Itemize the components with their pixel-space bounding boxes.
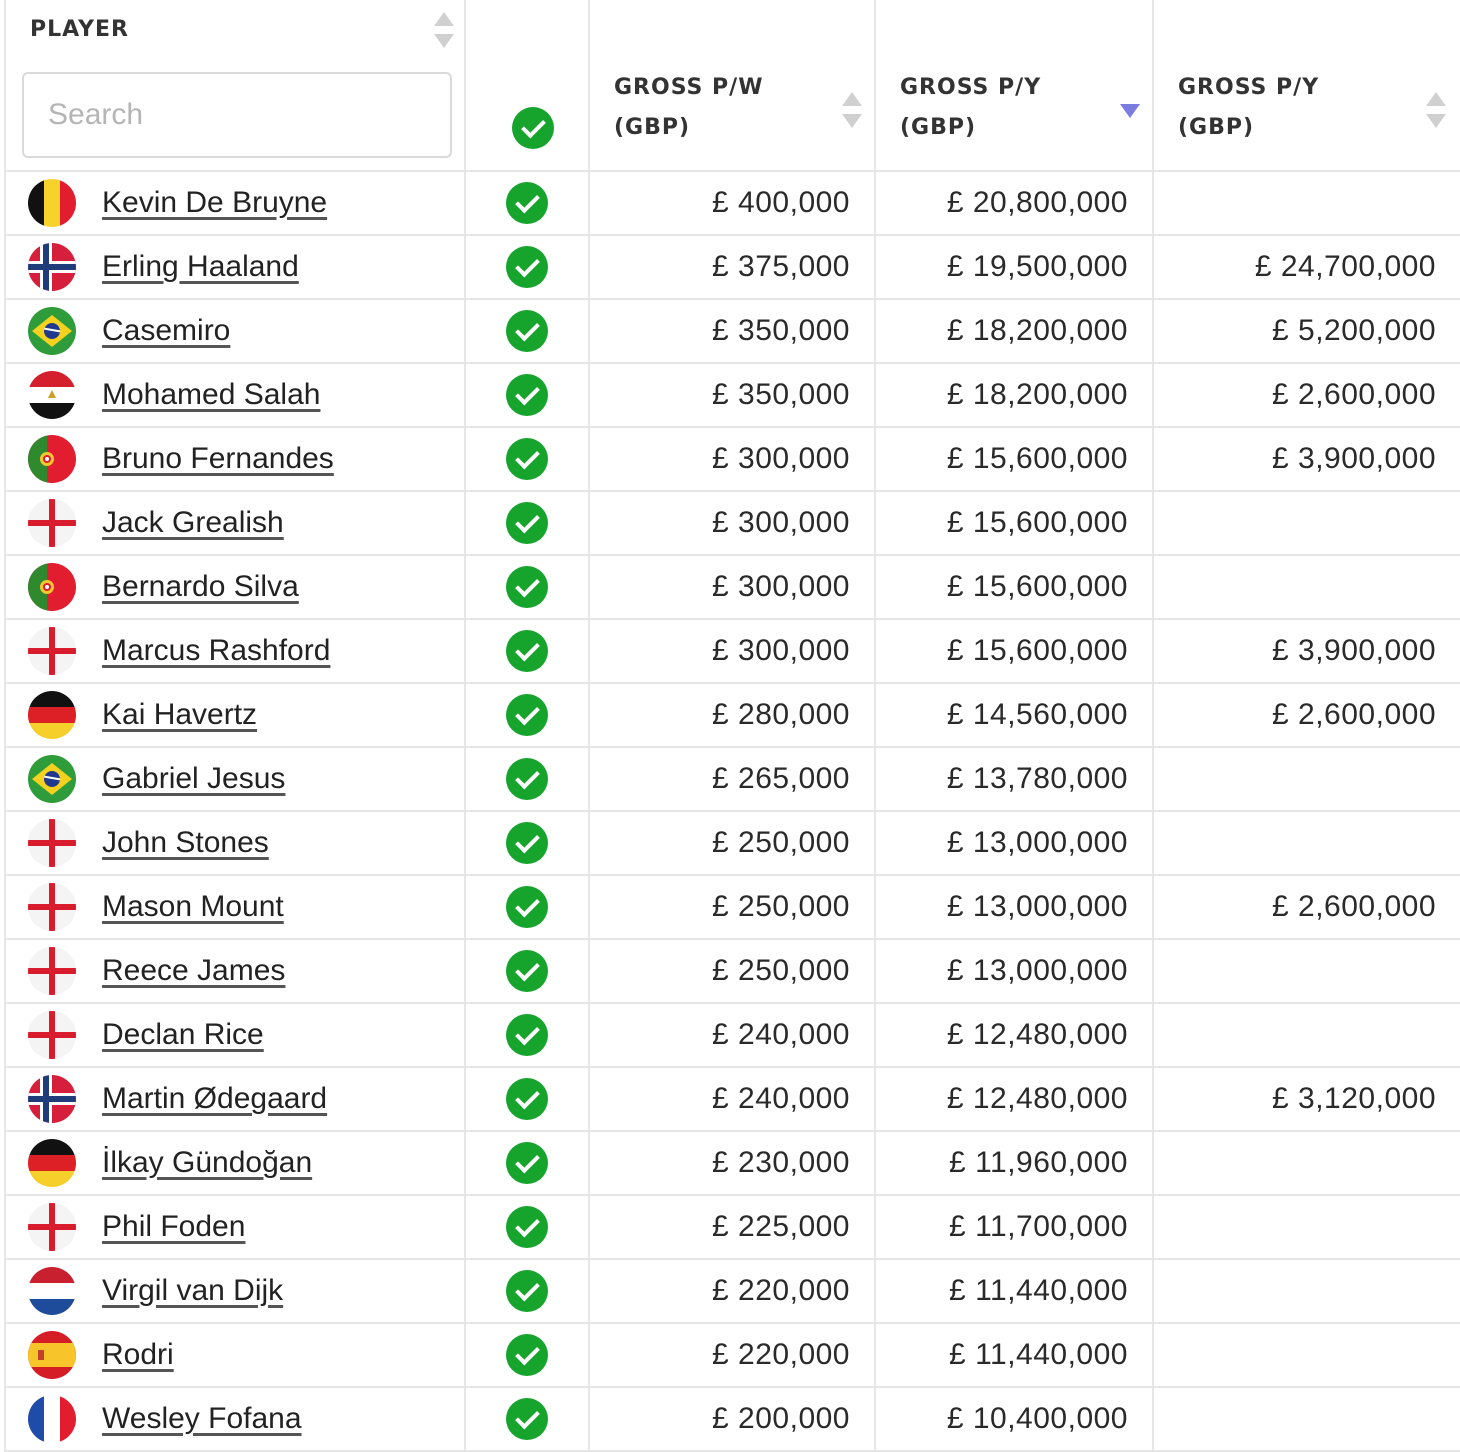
gross-py-cell — [876, 684, 1154, 746]
gross-py-adjusted-cell — [1154, 172, 1460, 234]
gross-py-adjusted-cell — [1154, 300, 1460, 362]
gross-py-value: £ 11,700,000 — [949, 1210, 1128, 1243]
check-icon — [506, 374, 548, 416]
gross-py-adjusted-header-label: GROSS P/Y (GBP) — [1178, 75, 1320, 140]
gross-py-value: £ 11,440,000 — [949, 1274, 1128, 1307]
check-icon — [506, 758, 548, 800]
sort-icon[interactable] — [434, 12, 454, 48]
check-icon — [506, 694, 548, 736]
gross-py-adjusted-cell — [1154, 876, 1460, 938]
england-flag-icon — [28, 1203, 76, 1251]
gross-py-adjusted-cell — [1154, 1196, 1460, 1258]
gross-pw-cell — [590, 1260, 876, 1322]
gross-py-column-header[interactable] — [876, 0, 1154, 170]
player-cell — [4, 1196, 466, 1258]
table-row — [4, 1324, 1460, 1388]
gross-py-cell — [876, 556, 1154, 618]
table-row — [4, 684, 1460, 748]
gross-pw-cell — [590, 364, 876, 426]
gross-pw-cell — [590, 684, 876, 746]
gross-py-adjusted-cell — [1154, 1132, 1460, 1194]
sort-icon[interactable] — [1426, 92, 1446, 128]
gross-py-adjusted-cell — [1154, 236, 1460, 298]
table-row — [4, 1132, 1460, 1196]
gross-py-adjusted-value: £ 2,600,000 — [1272, 890, 1436, 923]
gross-py-adjusted-cell — [1154, 1260, 1460, 1322]
player-cell — [4, 1260, 466, 1322]
table-row — [4, 364, 1460, 428]
player-cell — [4, 492, 466, 554]
player-cell — [4, 364, 466, 426]
gross-py-adjusted-value: £ 2,600,000 — [1272, 378, 1436, 411]
england-flag-icon — [28, 499, 76, 547]
gross-pw-cell — [590, 1324, 876, 1386]
gross-pw-value: £ 250,000 — [712, 890, 850, 923]
player-name-link[interactable]: Bernardo Silva — [102, 570, 299, 603]
gross-pw-value: £ 220,000 — [712, 1338, 850, 1371]
player-cell — [4, 1068, 466, 1130]
gross-py-adjusted-cell — [1154, 812, 1460, 874]
table-row — [4, 876, 1460, 940]
gross-py-value: £ 12,480,000 — [946, 1018, 1128, 1051]
gross-pw-value: £ 240,000 — [712, 1018, 850, 1051]
search-input[interactable] — [22, 72, 452, 158]
table-row — [4, 1004, 1460, 1068]
gross-py-value: £ 11,440,000 — [949, 1338, 1128, 1371]
england-flag-icon — [28, 627, 76, 675]
player-name-link[interactable]: Marcus Rashford — [102, 634, 331, 667]
verified-cell — [466, 748, 590, 810]
gross-py-adjusted-cell — [1154, 556, 1460, 618]
gross-pw-value: £ 230,000 — [712, 1146, 850, 1179]
player-cell — [4, 748, 466, 810]
check-icon — [506, 1014, 548, 1056]
gross-pw-value: £ 250,000 — [712, 954, 850, 987]
check-icon — [512, 107, 554, 149]
gross-pw-value: £ 375,000 — [712, 250, 850, 283]
check-icon — [506, 822, 548, 864]
player-cell — [4, 428, 466, 490]
gross-py-cell — [876, 492, 1154, 554]
table-row — [4, 1260, 1460, 1324]
table-row — [4, 1388, 1460, 1452]
portugal-flag-icon — [28, 435, 76, 483]
verified-cell — [466, 1004, 590, 1066]
player-name-link[interactable]: Reece James — [102, 954, 286, 987]
gross-py-value: £ 15,600,000 — [946, 442, 1128, 475]
player-cell — [4, 172, 466, 234]
player-cell — [4, 556, 466, 618]
gross-pw-value: £ 280,000 — [712, 698, 850, 731]
table-row — [4, 172, 1460, 236]
player-cell — [4, 300, 466, 362]
table-row — [4, 236, 1460, 300]
verified-cell — [466, 876, 590, 938]
salary-table — [4, 0, 1460, 1452]
verified-cell — [466, 1260, 590, 1322]
gross-pw-cell — [590, 428, 876, 490]
gross-pw-cell — [590, 940, 876, 1002]
player-name-link[interactable]: Jack Grealish — [102, 506, 284, 539]
gross-py-value: £ 14,560,000 — [946, 698, 1128, 731]
check-icon — [506, 1142, 548, 1184]
player-cell — [4, 940, 466, 1002]
gross-py-adjusted-column-header[interactable] — [1154, 0, 1460, 170]
table-row — [4, 748, 1460, 812]
gross-py-cell — [876, 300, 1154, 362]
gross-pw-cell — [590, 1196, 876, 1258]
verified-cell — [466, 428, 590, 490]
verified-cell — [466, 1132, 590, 1194]
player-name-link[interactable]: Kai Havertz — [102, 698, 258, 731]
gross-py-cell — [876, 1260, 1154, 1322]
verified-cell — [466, 1388, 590, 1450]
player-name-link[interactable]: Mason Mount — [102, 890, 284, 923]
gross-pw-value: £ 350,000 — [712, 314, 850, 347]
verified-column-header — [466, 0, 590, 170]
gross-py-adjusted-cell — [1154, 684, 1460, 746]
player-name-link[interactable]: Declan Rice — [102, 1018, 264, 1051]
check-icon — [506, 1078, 548, 1120]
netherlands-flag-icon — [28, 1267, 76, 1315]
gross-pw-cell — [590, 1388, 876, 1450]
table-row — [4, 428, 1460, 492]
verified-cell — [466, 684, 590, 746]
player-column-header — [4, 0, 466, 170]
verified-cell — [466, 300, 590, 362]
england-flag-icon — [28, 947, 76, 995]
verified-cell — [466, 812, 590, 874]
france-flag-icon — [28, 1395, 76, 1443]
gross-py-value: £ 15,600,000 — [946, 506, 1128, 539]
gross-py-adjusted-cell — [1154, 940, 1460, 1002]
gross-py-adjusted-value: £ 24,700,000 — [1254, 250, 1436, 283]
table-row — [4, 492, 1460, 556]
check-icon — [506, 950, 548, 992]
table-row — [4, 940, 1460, 1004]
verified-cell — [466, 1196, 590, 1258]
table-row — [4, 620, 1460, 684]
gross-py-adjusted-cell — [1154, 1324, 1460, 1386]
verified-cell — [466, 1324, 590, 1386]
gross-pw-header-label: GROSS P/W (GBP) — [614, 75, 764, 140]
check-icon — [506, 566, 548, 608]
norway-flag-icon — [28, 1075, 76, 1123]
gross-pw-cell — [590, 172, 876, 234]
gross-py-cell — [876, 1196, 1154, 1258]
gross-pw-cell — [590, 812, 876, 874]
verified-cell — [466, 1068, 590, 1130]
gross-py-value: £ 11,960,000 — [949, 1146, 1128, 1179]
gross-py-adjusted-value: £ 2,600,000 — [1272, 698, 1436, 731]
gross-py-adjusted-cell — [1154, 1068, 1460, 1130]
norway-flag-icon — [28, 243, 76, 291]
gross-py-adjusted-value: £ 3,900,000 — [1272, 442, 1436, 475]
gross-pw-value: £ 300,000 — [712, 442, 850, 475]
player-name-link[interactable]: Wesley Fofana — [102, 1402, 302, 1435]
gross-pw-value: £ 300,000 — [712, 506, 850, 539]
spain-flag-icon — [28, 1331, 76, 1379]
gross-py-value: £ 13,000,000 — [946, 954, 1128, 987]
player-header-label: PLAYER — [30, 17, 129, 42]
check-icon — [506, 1398, 548, 1440]
gross-py-cell — [876, 876, 1154, 938]
check-icon — [506, 886, 548, 928]
table-row — [4, 300, 1460, 364]
verified-cell — [466, 492, 590, 554]
gross-pw-value: £ 200,000 — [712, 1402, 850, 1435]
gross-py-cell — [876, 748, 1154, 810]
gross-pw-cell — [590, 620, 876, 682]
check-icon — [506, 182, 548, 224]
gross-py-adjusted-cell — [1154, 1004, 1460, 1066]
gross-py-value: £ 15,600,000 — [946, 570, 1128, 603]
gross-pw-value: £ 220,000 — [712, 1274, 850, 1307]
player-name-link[interactable]: Casemiro — [102, 314, 231, 347]
verified-cell — [466, 940, 590, 1002]
gross-py-value: £ 18,200,000 — [946, 314, 1128, 347]
gross-py-adjusted-cell — [1154, 492, 1460, 554]
player-name-link[interactable]: İlkay Gündoğan — [102, 1146, 313, 1179]
check-icon — [506, 1334, 548, 1376]
check-icon — [506, 310, 548, 352]
player-cell — [4, 1132, 466, 1194]
player-name-link[interactable]: Martin Ødegaard — [102, 1082, 328, 1115]
player-cell — [4, 812, 466, 874]
gross-pw-value: £ 350,000 — [712, 378, 850, 411]
table-row — [4, 812, 1460, 876]
brazil-flag-icon — [28, 307, 76, 355]
player-cell — [4, 620, 466, 682]
gross-py-cell — [876, 1132, 1154, 1194]
verified-cell — [466, 236, 590, 298]
check-icon — [506, 630, 548, 672]
gross-py-value: £ 13,000,000 — [946, 890, 1128, 923]
gross-py-adjusted-value: £ 3,120,000 — [1272, 1082, 1436, 1115]
gross-py-cell — [876, 364, 1154, 426]
gross-py-cell — [876, 1068, 1154, 1130]
gross-pw-value: £ 265,000 — [712, 762, 850, 795]
gross-py-value: £ 20,800,000 — [946, 186, 1128, 219]
gross-py-value: £ 19,500,000 — [946, 250, 1128, 283]
gross-py-cell — [876, 1388, 1154, 1450]
gross-pw-value: £ 300,000 — [712, 570, 850, 603]
player-name-link[interactable]: Mohamed Salah — [102, 378, 321, 411]
gross-pw-cell — [590, 556, 876, 618]
verified-cell — [466, 172, 590, 234]
check-icon — [506, 502, 548, 544]
player-name-link[interactable]: Gabriel Jesus — [102, 762, 286, 795]
player-name-link[interactable]: Phil Foden — [102, 1210, 246, 1243]
gross-py-cell — [876, 812, 1154, 874]
verified-cell — [466, 620, 590, 682]
gross-pw-cell — [590, 236, 876, 298]
gross-pw-value: £ 300,000 — [712, 634, 850, 667]
check-icon — [506, 246, 548, 288]
gross-pw-value: £ 400,000 — [712, 186, 850, 219]
gross-pw-cell — [590, 1132, 876, 1194]
player-name-link[interactable]: John Stones — [102, 826, 269, 859]
player-name-link[interactable]: Rodri — [102, 1338, 174, 1371]
player-name-link[interactable]: Erling Haaland — [102, 250, 299, 283]
player-name-link[interactable]: Bruno Fernandes — [102, 442, 334, 475]
player-name-link[interactable]: Kevin De Bruyne — [102, 186, 328, 219]
table-row — [4, 1196, 1460, 1260]
gross-py-value: £ 13,000,000 — [946, 826, 1128, 859]
gross-py-value: £ 10,400,000 — [946, 1402, 1128, 1435]
player-cell — [4, 1324, 466, 1386]
gross-pw-cell — [590, 748, 876, 810]
belgium-flag-icon — [28, 179, 76, 227]
gross-py-value: £ 15,600,000 — [946, 634, 1128, 667]
gross-py-adjusted-value: £ 3,900,000 — [1272, 634, 1436, 667]
table-header — [4, 0, 1460, 172]
gross-pw-cell — [590, 1004, 876, 1066]
player-cell — [4, 1388, 466, 1450]
gross-py-cell — [876, 940, 1154, 1002]
gross-py-adjusted-cell — [1154, 428, 1460, 490]
player-cell — [4, 1004, 466, 1066]
gross-pw-column-header[interactable] — [590, 0, 876, 170]
check-icon — [506, 1206, 548, 1248]
gross-py-adjusted-cell — [1154, 1388, 1460, 1450]
gross-pw-cell — [590, 876, 876, 938]
player-cell — [4, 236, 466, 298]
gross-py-value: £ 18,200,000 — [946, 378, 1128, 411]
gross-py-adjusted-cell — [1154, 748, 1460, 810]
gross-py-cell — [876, 236, 1154, 298]
egypt-flag-icon — [28, 371, 76, 419]
player-cell — [4, 684, 466, 746]
brazil-flag-icon — [28, 755, 76, 803]
gross-py-value: £ 13,780,000 — [946, 762, 1128, 795]
gross-py-cell — [876, 428, 1154, 490]
england-flag-icon — [28, 883, 76, 931]
gross-py-adjusted-value: £ 5,200,000 — [1272, 314, 1436, 347]
germany-flag-icon — [28, 691, 76, 739]
gross-py-value: £ 12,480,000 — [946, 1082, 1128, 1115]
gross-py-cell — [876, 1004, 1154, 1066]
gross-py-adjusted-cell — [1154, 364, 1460, 426]
table-body — [4, 172, 1460, 1452]
player-name-link[interactable]: Virgil van Dijk — [102, 1274, 284, 1307]
gross-pw-cell — [590, 300, 876, 362]
verified-cell — [466, 556, 590, 618]
gross-py-adjusted-cell — [1154, 620, 1460, 682]
gross-pw-cell — [590, 1068, 876, 1130]
gross-pw-cell — [590, 492, 876, 554]
gross-pw-value: £ 240,000 — [712, 1082, 850, 1115]
check-icon — [506, 1270, 548, 1312]
table-row — [4, 1068, 1460, 1132]
gross-py-cell — [876, 620, 1154, 682]
sort-icon[interactable] — [842, 92, 862, 128]
gross-py-header-label: GROSS P/Y (GBP) — [900, 75, 1042, 140]
portugal-flag-icon — [28, 563, 76, 611]
england-flag-icon — [28, 819, 76, 867]
gross-py-cell — [876, 1324, 1154, 1386]
gross-pw-value: £ 225,000 — [712, 1210, 850, 1243]
gross-py-cell — [876, 172, 1154, 234]
germany-flag-icon — [28, 1139, 76, 1187]
england-flag-icon — [28, 1011, 76, 1059]
verified-cell — [466, 364, 590, 426]
player-cell — [4, 876, 466, 938]
table-row — [4, 556, 1460, 620]
check-icon — [506, 438, 548, 480]
sort-desc-icon[interactable] — [1120, 92, 1140, 128]
gross-pw-value: £ 250,000 — [712, 826, 850, 859]
